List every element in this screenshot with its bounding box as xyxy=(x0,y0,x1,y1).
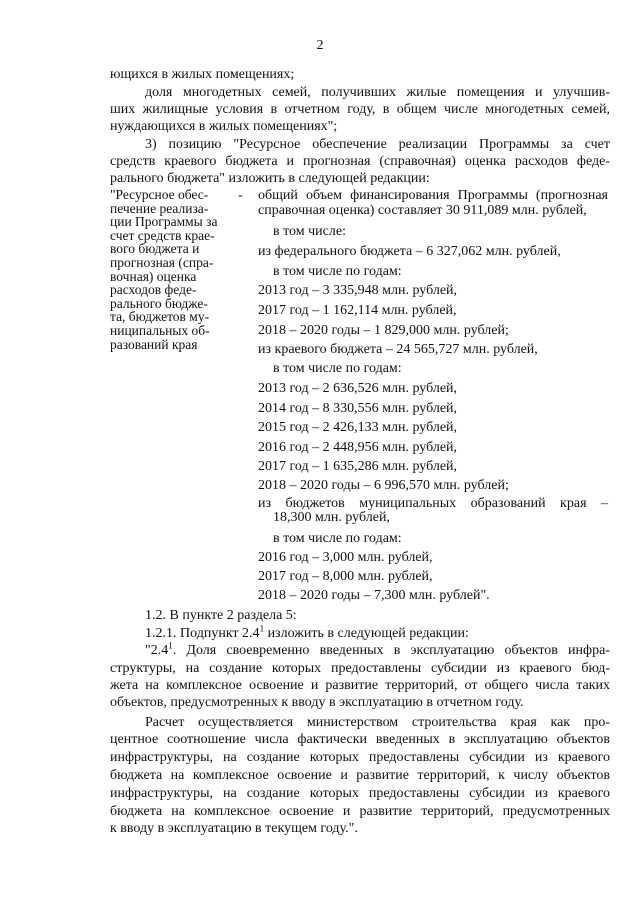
year-amount-line: 2017 год – 8,000 млн. рублей, xyxy=(258,569,433,584)
quoted-paragraph-line: жета на комплексное освоение и развитие территорий, от общего числа таких xyxy=(110,678,610,693)
resource-label-column xyxy=(110,188,235,351)
intro-line: 3) позицию "Ресурсное обеспечение реализации Программы за счет xyxy=(145,137,610,152)
by-years-label: в том числе по годам: xyxy=(273,531,402,546)
resource-label-line: вочная) оценка xyxy=(110,268,197,284)
intro-line: средств краевого бюджета и прогнозная (справочная) оценка расходов феде- xyxy=(110,154,610,169)
municipal-budget-line: из бюджетов муниципальных образований края – xyxy=(258,496,608,511)
resource-label-line: рального бюдже- xyxy=(110,295,208,311)
year-amount-line: 2013 год – 3 335,948 млн. рублей, xyxy=(258,283,458,298)
resource-label-line: расходов феде- xyxy=(110,282,197,298)
resource-label-line: печение реализа- xyxy=(110,200,209,216)
calculation-paragraph-line: бюджета на комплексное освоение и развитие территорий, предусмотренных xyxy=(110,804,610,819)
calculation-paragraph-line: центное соотношение числа фактически введенных в эксплуатацию объектов xyxy=(110,732,610,747)
resource-label-line: вого бюджета и xyxy=(110,241,200,257)
total-financing-line: общий объем финансирования Программы (прогнозная xyxy=(258,188,608,203)
year-amount-line: 2016 год – 2 448,956 млн. рублей, xyxy=(258,440,458,455)
resource-label-line: ниципальных об- xyxy=(110,322,210,338)
calculation-paragraph-line: к вводу в эксплуатацию в текущем году.". xyxy=(110,821,358,836)
year-amount-line: 2018 – 2020 годы – 6 996,570 млн. рублей; xyxy=(258,478,509,493)
quoted-paragraph-line: структуры, на создание которых предоставлены субсидии из краевого бюд- xyxy=(110,661,610,676)
resource-label-line: счет средств крае- xyxy=(110,227,215,243)
resource-label-line: разований края xyxy=(110,336,198,352)
clause-heading: 1.2.1. Подпункт $2.4^1$ изложить в следующей редакции: xyxy=(145,623,469,641)
year-amount-line: 2015 год – 2 426,133 млн. рублей, xyxy=(258,420,458,435)
quoted-paragraph-line: объектов, предусмотренных к вводу в эксплуатацию в отчетном году. xyxy=(110,695,524,710)
resource-label-line: "Ресурсное обес- xyxy=(110,187,209,202)
by-years-label: в том числе по годам: xyxy=(273,361,402,376)
calculation-paragraph-line: инфраструктуры, на создание которых предоставлены субсидии из краевого xyxy=(110,750,610,765)
year-amount-line: 2013 год – 2 636,526 млн. рублей, xyxy=(258,381,458,396)
intro-line: ших жилищные условия в отчетном году, в общем числе многодетных семей, xyxy=(110,102,610,117)
separator-dash: - xyxy=(238,188,243,203)
quoted-paragraph-line: "$2.4^1$. Доля своевременно введенных в эксплуатацию объектов инфра- xyxy=(145,640,610,658)
total-financing-line: справочная оценка) составляет 30 911,089 млн. рублей, xyxy=(258,203,587,218)
year-amount-line: 2016 год – 3,000 млн. рублей, xyxy=(258,550,433,565)
intro-line: ющихся в жилых помещениях; xyxy=(110,67,295,82)
including-label: в том числе: xyxy=(273,224,346,239)
intro-line: нуждающихся в жилых помещениях"; xyxy=(110,119,338,134)
year-amount-line: 2014 год – 8 330,556 млн. рублей, xyxy=(258,401,458,416)
federal-budget-line: из федерального бюджета – 6 327,062 млн. рублей, xyxy=(258,244,561,259)
intro-line: доля многодетных семей, получивших жилые помещения и улучшив- xyxy=(145,85,610,100)
resource-label-line: та, бюджетов му- xyxy=(110,309,210,325)
resource-label-line: прогнозная (спра- xyxy=(110,254,214,270)
year-amount-line: 2018 – 2020 годы – 7,300 млн. рублей". xyxy=(258,588,490,603)
calculation-paragraph-line: Расчет осуществляется министерством строительства края как про- xyxy=(145,715,610,730)
by-years-label: в том числе по годам: xyxy=(273,264,402,279)
page-number: 2 xyxy=(316,38,324,53)
clause-heading: 1.2. В пункте 2 раздела 5: xyxy=(145,608,297,623)
year-amount-line: 2017 год – 1 162,114 млн. рублей, xyxy=(258,303,457,318)
year-amount-line: 2018 – 2020 годы – 1 829,000 млн. рублей; xyxy=(258,323,509,338)
municipal-budget-line: 18,300 млн. рублей, xyxy=(273,510,390,525)
intro-line: рального бюджета" изложить в следующей редакции: xyxy=(110,171,430,186)
calculation-paragraph-line: бюджета на комплексное освоение и развитие территорий, к числу объектов xyxy=(110,768,610,783)
calculation-paragraph-line: инфраструктуры, на создание которых предоставлены субсидии из краевого xyxy=(110,786,610,801)
regional-budget-line: из краевого бюджета – 24 565,727 млн. рублей, xyxy=(258,342,538,357)
year-amount-line: 2017 год – 1 635,286 млн. рублей, xyxy=(258,459,458,474)
resource-label-line: ции Программы за xyxy=(110,214,218,230)
